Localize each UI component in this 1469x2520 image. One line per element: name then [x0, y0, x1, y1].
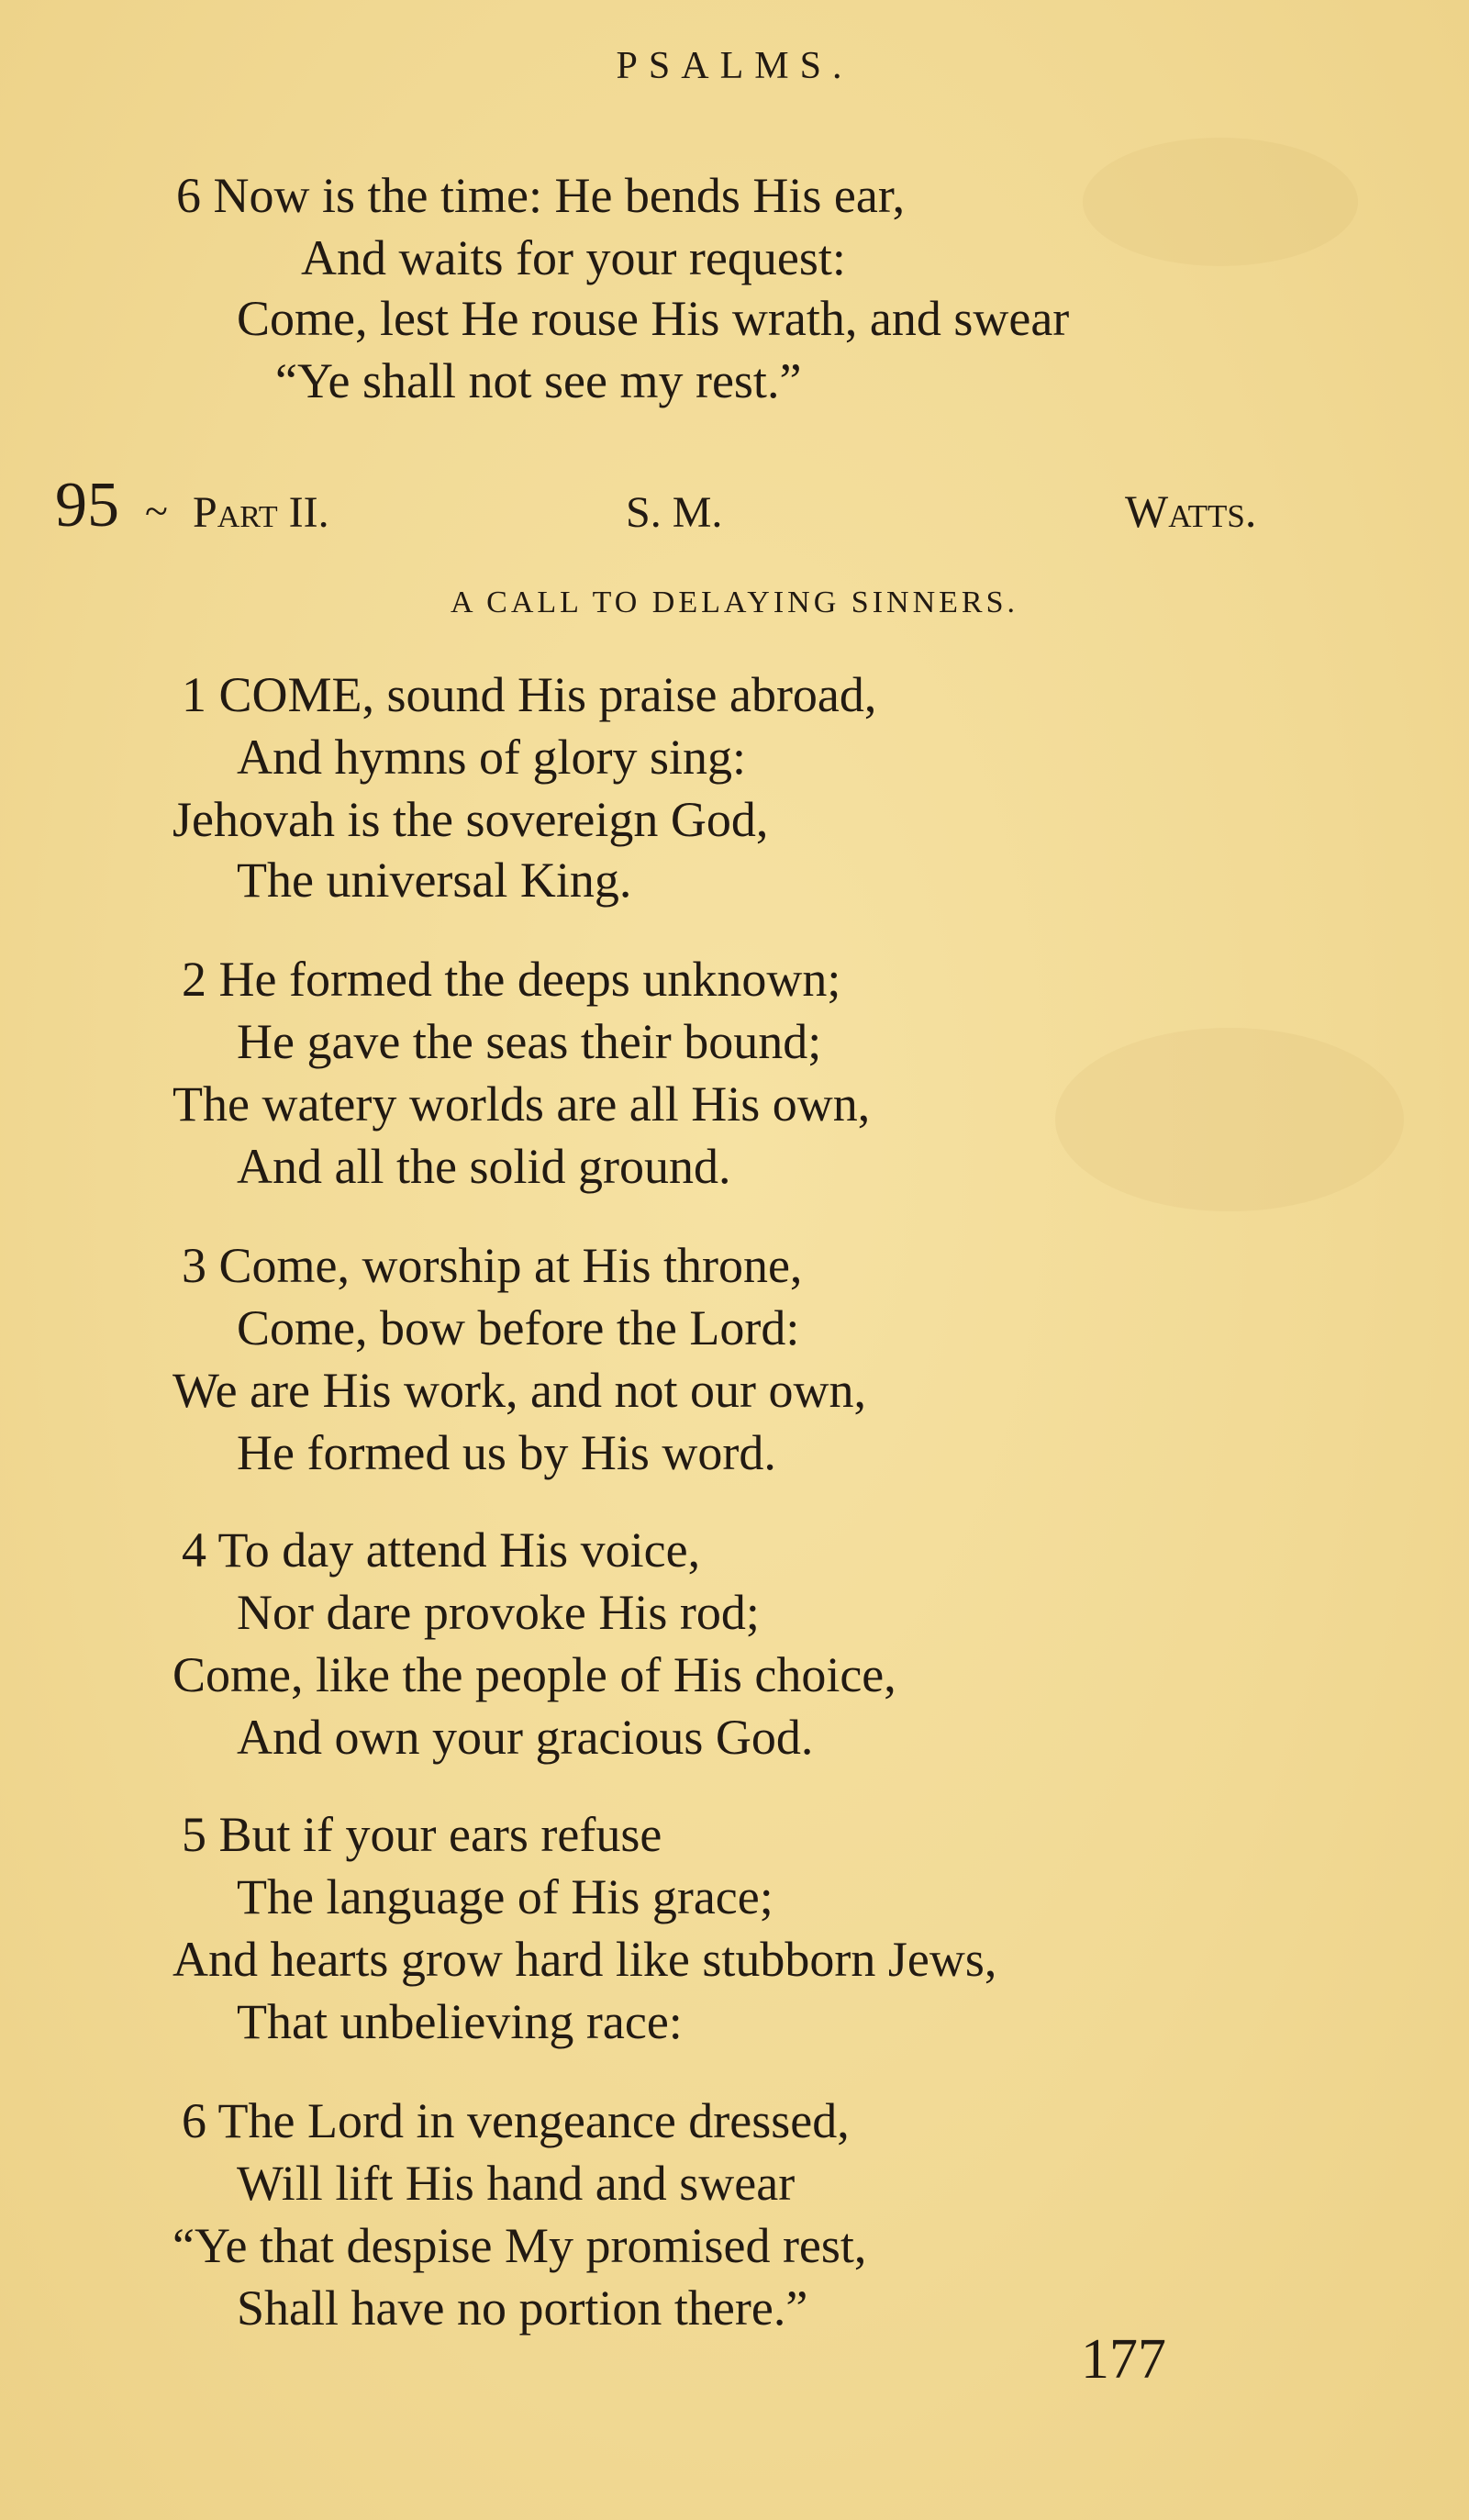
stanza-line: And all the solid ground.	[237, 1139, 731, 1194]
hymn-meter: S. M.	[626, 488, 723, 537]
verse-line: “Ye shall not see my rest.”	[275, 353, 802, 408]
stanza-line: Jehovah is the sovereign God,	[172, 792, 769, 847]
stanza-line: Come, bow before the Lord:	[237, 1300, 800, 1355]
verse-line: And waits for your request:	[301, 230, 846, 285]
running-header: PSALMS.	[616, 45, 853, 87]
stanza-line: Come, like the people of His choice,	[172, 1647, 896, 1702]
stanza-line: The watery worlds are all His own,	[172, 1076, 871, 1132]
stanza-line: And hearts grow hard like stubborn Jews,	[172, 1932, 997, 1987]
stanza-line: Nor dare provoke His rod;	[237, 1585, 760, 1640]
stanza-line: That unbelieving race:	[237, 1994, 683, 2049]
verse-line: 6 Now is the time: He bends His ear,	[176, 168, 906, 223]
stanza-line: And hymns of glory sing:	[237, 730, 747, 785]
stanza-line: Shall have no portion there.”	[237, 2280, 808, 2336]
hymn-dash: ~	[145, 487, 168, 534]
hymn-part: Part II.	[193, 488, 329, 537]
stanza-line: “Ye that despise My promised rest,	[172, 2218, 867, 2273]
stanza-line: We are His work, and not our own,	[172, 1363, 866, 1418]
stanza-line: Will lift His hand and swear	[237, 2156, 796, 2211]
stanza-line: 4 To day attend His voice,	[182, 1522, 701, 1578]
stanza-line: 5 But if your ears refuse	[182, 1807, 662, 1862]
stanza-line: 3 Come, worship at His throne,	[182, 1238, 803, 1293]
page-number: 177	[1081, 2328, 1166, 2391]
hymn-subtitle: A CALL TO DELAYING SINNERS.	[451, 585, 1018, 619]
verse-line: Come, lest He rouse His wrath, and swear	[237, 291, 1070, 346]
stanza-line: The universal King.	[237, 853, 632, 908]
stanza-line: The language of His grace;	[237, 1869, 773, 1924]
stanza-line: And own your gracious God.	[237, 1710, 814, 1765]
hymn-number: 95	[55, 470, 119, 541]
stanza-line: He gave the seas their bound;	[237, 1014, 822, 1069]
hymn-author: Watts.	[1125, 485, 1257, 537]
stanza-line: 6 The Lord in vengeance dressed,	[182, 2093, 850, 2148]
paper-stain	[1055, 1028, 1404, 1211]
stanza-line: 2 He formed the deeps unknown;	[182, 952, 841, 1007]
stanza-line: He formed us by His word.	[237, 1425, 776, 1480]
stanza-line: 1 COME, sound His praise abroad,	[182, 667, 877, 722]
paper-stain	[1083, 138, 1358, 266]
